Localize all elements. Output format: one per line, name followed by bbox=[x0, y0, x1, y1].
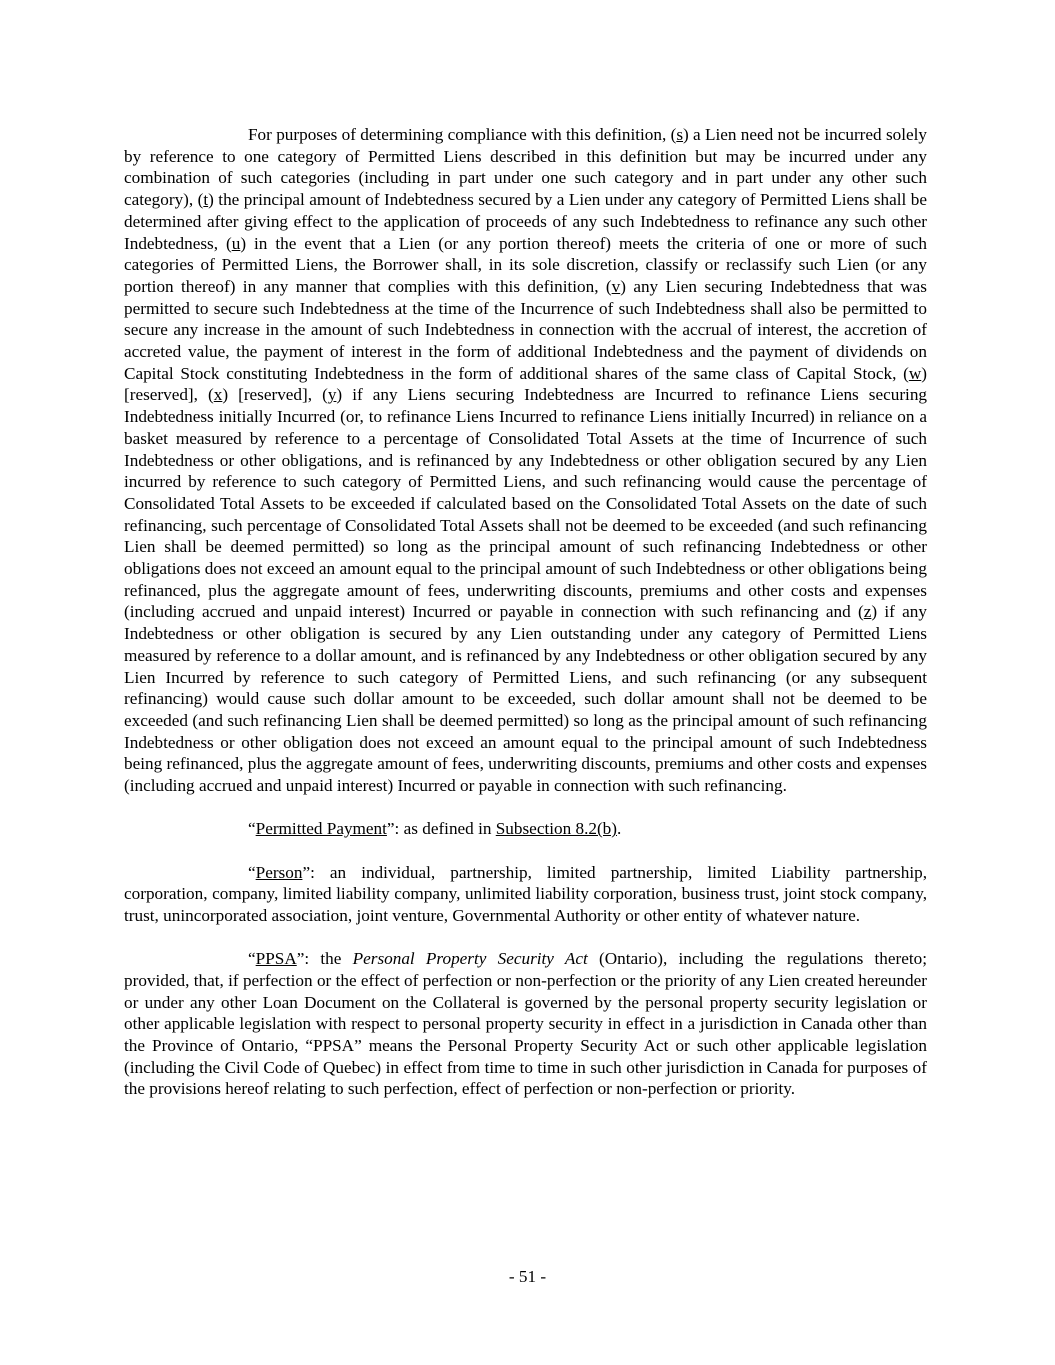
permitted-liens-compliance-paragraph bbox=[124, 124, 927, 797]
clause-letter: y bbox=[327, 385, 337, 405]
definition-text: . bbox=[617, 819, 622, 839]
subsection-reference: Subsection 8.2(b) bbox=[495, 819, 618, 839]
text-run: For purposes of determining compliance with this definition, ( bbox=[248, 125, 677, 144]
text-run: ) if any Indebtedness or other obligation is secured by any Lien outstanding under any category of Permitted Liens measured by reference to a dollar amount, and is refinanced by any Indebtedness or other obligation secured by any Lien Incurred by reference to such category of Permitted Liens, and such refinancing (or any subsequent refinancing) would cause such dollar amount to be exceeded, such dollar amount shall not be deemed to be exceeded (and such refinancing Lien shall be deemed permitted) so long as the principal amount of such refinancing Indebtedness or other obligation does not exceed an amount equal to the principal amount of such Indebtedness being refinanced, plus the aggregate amount of fees, underwriting discounts, premiums and other costs and expenses (including accrued and unpaid interest) Incurred or payable in connection with such refinancing. bbox=[124, 602, 927, 796]
clause-letter: z bbox=[863, 602, 872, 622]
text-run: ) [reserved], ( bbox=[124, 363, 927, 405]
clause-letter: u bbox=[231, 233, 241, 253]
clause-letter: v bbox=[611, 276, 621, 296]
text-run: ) [reserved], ( bbox=[222, 385, 328, 405]
defined-term: Permitted Payment bbox=[255, 819, 387, 839]
definition-person bbox=[124, 862, 927, 927]
clause-letter: w bbox=[908, 363, 922, 383]
text-run: ) the principal amount of Indebtedness secured by a Lien under any category of Permitted Liens shall be determined after giving effect to the application of proceeds of any such Indebtedness to refinance any such other Indebtedness, ( bbox=[124, 190, 927, 253]
open-quote: “ bbox=[248, 862, 256, 882]
definition-text: ”: as defined in bbox=[386, 819, 496, 839]
definition-text: ”: the bbox=[296, 949, 353, 969]
defined-term: PPSA bbox=[255, 949, 297, 969]
page-number: - 51 - bbox=[508, 1267, 547, 1286]
act-title: Personal Property Security Act bbox=[352, 949, 588, 969]
text-run: ) any Lien securing Indebtedness that was permitted to secure such Indebtedness at the time of the Incurrence of such Indebtedness shall also be permitted to secure any increase in the amount of such Indebtedness in connection with the accrual of interest, the accretion of accreted value, the payment of interest in the form of additional Indebtedness and the payment of dividends on Capital Stock constituting Indebtedness in the form of additional shares of the same class of Capital Stock, ( bbox=[124, 276, 927, 383]
clause-letter: t bbox=[203, 190, 209, 210]
definition-text: (Ontario), including the regulations thereto; provided, that, if perfection or the effect of perfection or non-perfection or the priority of any Lien created hereunder or under any other Loan Document on the Collateral is governed by the personal property security legislation or other applicable legislation with respect to personal property security in effect in a jurisdiction in Canada other than the Province of Ontario, “PPSA” means the Personal Property Security Act or such other applicable legislation (including the Civil Code of Quebec) in effect from time to time in such other jurisdiction in Canada for purposes of the provisions hereof relating to such perfection, effect of perfection or non-perfection or priority. bbox=[124, 949, 927, 1099]
defined-term: Person bbox=[255, 862, 303, 882]
clause-letter: s bbox=[676, 125, 684, 144]
open-quote: “ bbox=[248, 949, 256, 969]
text-run: ) a Lien need not be incurred solely by reference to one category of Permitted Liens described in this definition but may be incurred under any combination of such categories (including in part under one such category and in part under any other such category), ( bbox=[124, 125, 927, 210]
definition-permitted-payment bbox=[124, 818, 927, 840]
clause-letter: x bbox=[213, 385, 223, 405]
definition-text: ”: an individual, partnership, limited partnership, limited Liability partnership, corporation, company, limited liability company, unlimited liability corporation, business trust, joint stock company, trust, unincorporated association, joint venture, Governmental Authority or other entity of whatever nature. bbox=[124, 862, 927, 925]
text-run: ) in the event that a Lien (or any portion thereof) meets the criteria of one or more of such categories of Permitted Liens, the Borrower shall, in its sole discretion, classify or reclassify such Lien (or any portion thereof) in any manner that complies with this definition, ( bbox=[124, 233, 927, 296]
text-run: ) if any Liens securing Indebtedness are Incurred to refinance Liens securing Indebtedness initially Incurred (or, to refinance Liens Incurred to refinance Liens initially Incurred) in reliance on a basket measured by reference to a percentage of Consolidated Total Assets at the time of Incurrence of such Indebtedness or other obligations, and is refinanced by any Indebtedness or other obligation secured by any Lien incurred by reference to such category of Permitted Liens, and such refinancing would cause the percentage of Consolidated Total Assets to be exceeded if calculated based on the Consolidated Total Assets on the date of such refinancing, such percentage of Consolidated Total Assets shall not be deemed to be exceeded (and such refinancing Lien shall be deemed permitted) so long as the principal amount of such refinancing Indebtedness or other obligations does not exceed an amount equal to the principal amount of such Indebtedness or other obligations being refinanced, plus the aggregate amount of fees, underwriting discounts, premiums and other costs and expenses (including accrued and unpaid interest) Incurred or payable in connection with such refinancing and ( bbox=[124, 385, 928, 622]
open-quote: “ bbox=[248, 819, 256, 839]
document-page bbox=[124, 124, 927, 1122]
definition-ppsa bbox=[124, 948, 927, 1100]
